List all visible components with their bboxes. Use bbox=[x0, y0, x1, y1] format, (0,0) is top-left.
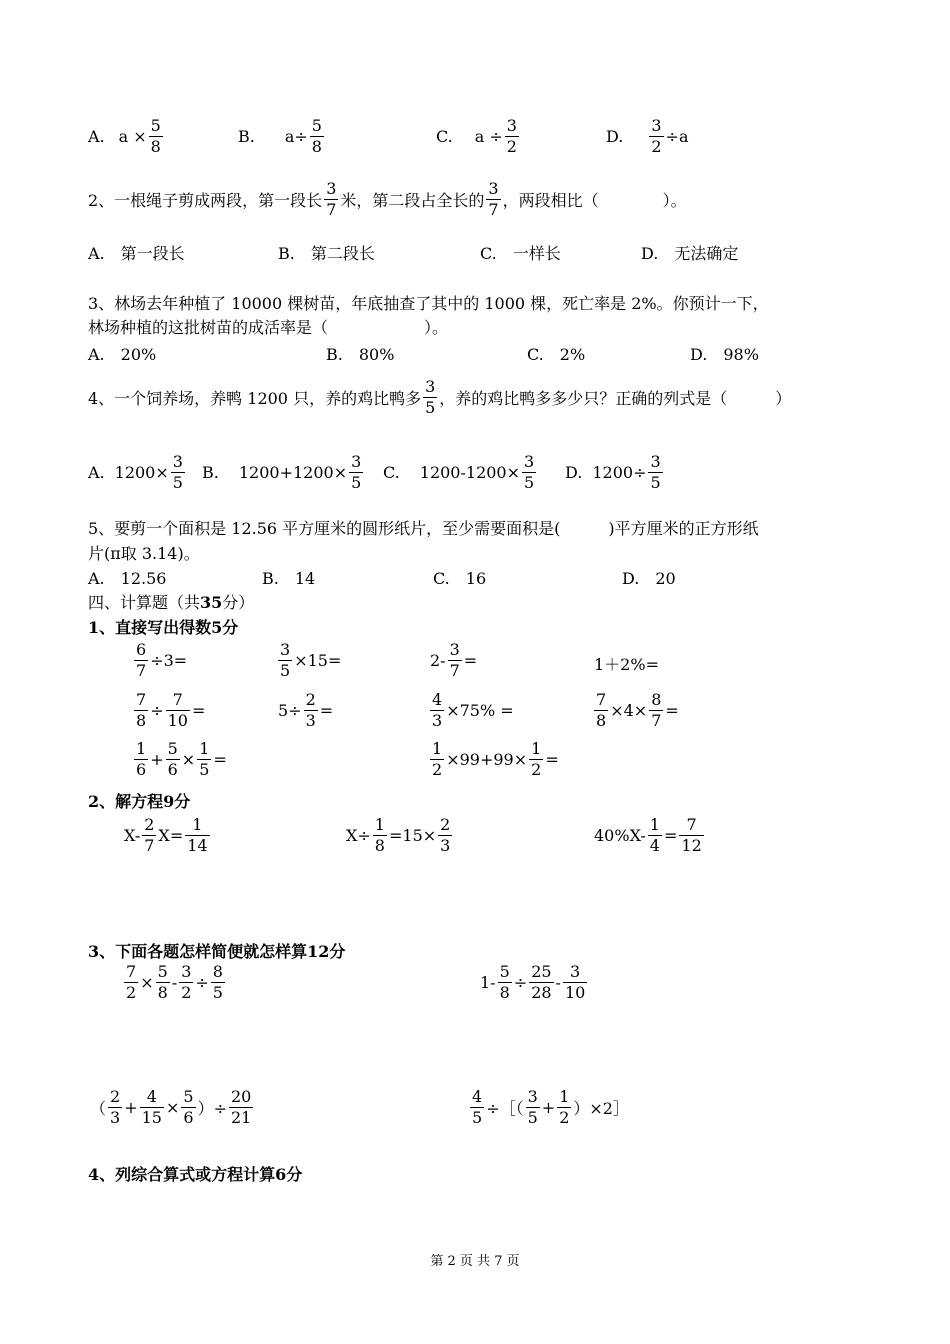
denominator: 7 bbox=[136, 661, 147, 680]
fraction bbox=[648, 817, 662, 854]
expr-text: ÷3= bbox=[150, 651, 188, 670]
expr-text: = bbox=[319, 701, 334, 720]
q3-line-1: 3、林场去年种植了 10000 棵树苗，年底抽查了其中的 1000 棵，死亡率是 2%。你预计一下， bbox=[88, 294, 769, 313]
expr-text: = bbox=[663, 826, 678, 845]
fraction bbox=[430, 741, 444, 778]
expr-text: 1＋2%= bbox=[594, 655, 659, 674]
q1-option-c bbox=[436, 118, 521, 155]
denominator: 2 bbox=[181, 983, 192, 1002]
expr-text: 1200× bbox=[114, 463, 169, 482]
expr-text: a × bbox=[118, 127, 147, 146]
denominator: 8 bbox=[136, 711, 147, 730]
expr-text: + bbox=[150, 750, 164, 769]
expression bbox=[475, 118, 521, 155]
expr-text: 5÷ bbox=[278, 701, 302, 720]
denominator: 8 bbox=[374, 836, 385, 855]
expr-text: ÷ bbox=[195, 973, 209, 992]
numerator: 3 bbox=[172, 452, 183, 471]
numerator: 3 bbox=[524, 452, 535, 471]
fraction bbox=[134, 741, 148, 778]
denominator: 5 bbox=[472, 1108, 483, 1127]
option-label: A. bbox=[88, 127, 105, 146]
expr-text: ，两段相比（ ）。 bbox=[502, 191, 687, 210]
denominator: 2 bbox=[126, 983, 137, 1002]
expr-text: 1- bbox=[480, 973, 496, 992]
fraction bbox=[529, 741, 543, 778]
numerator: 4 bbox=[432, 690, 443, 709]
denominator: 8 bbox=[311, 137, 322, 156]
fraction bbox=[470, 1089, 484, 1126]
denominator: 12 bbox=[681, 836, 702, 855]
fraction bbox=[166, 692, 190, 729]
fraction bbox=[679, 817, 703, 854]
q3-option-c: C. 2% bbox=[527, 345, 586, 364]
denominator: 8 bbox=[150, 137, 161, 156]
numerator: 8 bbox=[212, 962, 223, 981]
denominator: 5 bbox=[425, 398, 436, 417]
expr-text: 1200÷ bbox=[592, 463, 647, 482]
q5-option-a: A. 12.56 bbox=[88, 569, 167, 588]
fraction bbox=[310, 118, 324, 155]
denominator: 2 bbox=[531, 760, 542, 779]
fraction bbox=[197, 741, 211, 778]
expr-text: + bbox=[124, 1098, 138, 1117]
fraction bbox=[156, 964, 170, 1001]
simplify-item bbox=[480, 964, 589, 1001]
expr-text: ÷ bbox=[150, 701, 164, 720]
denominator: 5 bbox=[212, 983, 223, 1002]
fraction bbox=[134, 642, 148, 679]
expr-text: ）÷ bbox=[197, 1099, 227, 1118]
denominator: 5 bbox=[172, 473, 183, 492]
denominator: 28 bbox=[531, 983, 552, 1002]
expr-text: = bbox=[213, 750, 227, 769]
expr-text: （ bbox=[90, 1099, 107, 1118]
q5-option-c: C. 16 bbox=[433, 569, 487, 588]
fraction bbox=[648, 454, 662, 491]
direct-calc-item bbox=[276, 642, 341, 679]
expr-text: ÷ bbox=[513, 973, 528, 992]
equation-item bbox=[594, 817, 706, 854]
fraction bbox=[140, 1089, 164, 1126]
q2-option-c: C. 一样长 bbox=[480, 244, 561, 263]
denominator: 2 bbox=[506, 137, 517, 156]
expr-text: a÷ bbox=[284, 127, 308, 146]
expr-text: = bbox=[463, 651, 478, 670]
fraction bbox=[349, 454, 363, 491]
expr-text: ×15= bbox=[294, 651, 342, 670]
fraction bbox=[324, 181, 338, 218]
expression bbox=[647, 118, 688, 155]
expr-text: 1200+1200× bbox=[238, 463, 348, 482]
fraction bbox=[438, 817, 452, 854]
fraction bbox=[108, 1089, 122, 1126]
denominator: 5 bbox=[351, 473, 362, 492]
subsection-2-heading: 2、解方程9分 bbox=[88, 792, 191, 811]
option-label: D. bbox=[565, 463, 583, 482]
numerator: 3 bbox=[351, 452, 362, 471]
option-label: C. bbox=[383, 463, 400, 482]
fraction bbox=[522, 454, 536, 491]
denominator: 6 bbox=[167, 760, 178, 779]
denominator: 10 bbox=[564, 983, 586, 1002]
fraction bbox=[278, 642, 292, 679]
fraction bbox=[563, 964, 587, 1001]
q2-option-d: D. 无法确定 bbox=[641, 244, 739, 263]
fraction bbox=[149, 118, 163, 155]
expr-text: =15× bbox=[388, 826, 437, 845]
q2-option-b: B. 第二段长 bbox=[278, 244, 375, 263]
q5-line-1: 5、要剪一个面积是 12.56 平方厘米的圆形纸片，至少需要面积是( )平方厘米的正方形纸 bbox=[88, 519, 759, 538]
numerator: 1 bbox=[432, 739, 443, 758]
direct-calc-item bbox=[592, 692, 679, 729]
numerator: 3 bbox=[506, 116, 517, 135]
denominator: 3 bbox=[440, 836, 451, 855]
numerator: 3 bbox=[488, 179, 499, 198]
q2-option-a: A. 第一段长 bbox=[88, 244, 185, 263]
denominator: 6 bbox=[183, 1108, 194, 1127]
subsection-3-heading: 3、下面各题怎样简便就怎样算12分 bbox=[88, 942, 346, 961]
direct-calc-item bbox=[132, 692, 205, 729]
direct-calc-item bbox=[430, 642, 477, 679]
denominator: 5 bbox=[527, 1108, 538, 1127]
q3-option-b: B. 80% bbox=[326, 345, 395, 364]
numerator: 5 bbox=[157, 962, 168, 981]
option-label: D. bbox=[606, 127, 624, 146]
expression bbox=[592, 454, 664, 491]
numerator: 20 bbox=[230, 1087, 252, 1106]
fraction bbox=[423, 379, 437, 416]
fraction bbox=[124, 964, 138, 1001]
numerator: 2 bbox=[144, 815, 155, 834]
expr-text: - bbox=[555, 973, 561, 992]
numerator: 4 bbox=[472, 1087, 483, 1106]
denominator: 7 bbox=[144, 836, 155, 855]
denominator: 2 bbox=[432, 760, 443, 779]
numerator: 7 bbox=[596, 690, 607, 709]
expr-text: 2、一根绳子剪成两段，第一段长 bbox=[88, 191, 323, 210]
fraction bbox=[304, 692, 318, 729]
fraction bbox=[649, 118, 663, 155]
fraction bbox=[594, 692, 608, 729]
expr-text: 40%X- bbox=[594, 826, 646, 845]
numerator: 3 bbox=[449, 640, 460, 659]
numerator: 2 bbox=[110, 1087, 121, 1106]
fraction bbox=[166, 741, 180, 778]
fraction bbox=[179, 964, 193, 1001]
expr-text: ×4× bbox=[610, 701, 648, 720]
numerator: 25 bbox=[531, 962, 552, 981]
denominator: 8 bbox=[157, 983, 168, 1002]
numerator: 5 bbox=[499, 962, 510, 981]
denominator: 10 bbox=[167, 711, 188, 730]
numerator: 2 bbox=[305, 690, 316, 709]
numerator: 3 bbox=[280, 640, 291, 659]
expression bbox=[420, 454, 538, 491]
denominator: 4 bbox=[649, 836, 660, 855]
question-4 bbox=[88, 379, 791, 416]
expr-text: 2- bbox=[430, 651, 446, 670]
fraction bbox=[134, 692, 148, 729]
denominator: 5 bbox=[650, 473, 661, 492]
expr-text: = bbox=[545, 750, 559, 769]
denominator: 15 bbox=[141, 1108, 162, 1127]
fraction bbox=[142, 817, 156, 854]
numerator: 3 bbox=[326, 179, 337, 198]
numerator: 3 bbox=[527, 1087, 538, 1106]
expr-text: ，养的鸡比鸭多多少只？正确的列式是（ ） bbox=[439, 389, 792, 408]
equation-item bbox=[124, 817, 212, 854]
numerator: 1 bbox=[192, 815, 203, 834]
option-label: C. bbox=[436, 127, 453, 146]
fraction bbox=[181, 1089, 195, 1126]
denominator: 7 bbox=[326, 200, 337, 219]
fraction bbox=[486, 181, 500, 218]
expr-text: = bbox=[191, 701, 206, 720]
numerator: 1 bbox=[136, 739, 147, 758]
denominator: 3 bbox=[110, 1108, 121, 1127]
numerator: 5 bbox=[183, 1087, 194, 1106]
subsection-1-heading: 1、直接写出得数5分 bbox=[88, 618, 239, 637]
q1-option-a bbox=[88, 118, 165, 155]
q4-option-a bbox=[88, 454, 187, 491]
numerator: 3 bbox=[650, 452, 661, 471]
numerator: 4 bbox=[146, 1087, 157, 1106]
direct-calc-item bbox=[428, 692, 514, 729]
q1-option-d bbox=[606, 118, 688, 155]
option-label: B. bbox=[238, 127, 255, 146]
expression bbox=[115, 454, 187, 491]
denominator: 8 bbox=[499, 983, 510, 1002]
q4-option-d bbox=[565, 454, 665, 491]
expr-text: 4、一个饲养场，养鸭 1200 只，养的鸡比鸭多 bbox=[88, 389, 422, 408]
fraction bbox=[171, 454, 185, 491]
fraction bbox=[498, 964, 512, 1001]
expression bbox=[119, 118, 165, 155]
expr-text: + bbox=[541, 1098, 556, 1117]
numerator: 3 bbox=[651, 116, 662, 135]
expr-text: × bbox=[181, 750, 196, 769]
numerator: 1 bbox=[531, 739, 542, 758]
denominator: 3 bbox=[432, 711, 443, 730]
fraction bbox=[557, 1089, 571, 1126]
expr-text: - bbox=[171, 973, 178, 992]
numerator: 3 bbox=[570, 962, 581, 981]
denominator: 7 bbox=[449, 661, 460, 680]
expr-text: ÷［（ bbox=[486, 1099, 524, 1118]
simplify-item bbox=[90, 1089, 255, 1126]
q1-option-b bbox=[238, 118, 326, 155]
q5-line-2: 片(π取 3.14)。 bbox=[88, 544, 200, 563]
expr-text: X- bbox=[124, 826, 141, 845]
expr-text: ×99+99× bbox=[446, 750, 528, 769]
numerator: 5 bbox=[167, 739, 178, 758]
denominator: 5 bbox=[199, 760, 210, 779]
expr-text: ）×2］ bbox=[573, 1099, 629, 1118]
expr-text: ×75% = bbox=[446, 701, 514, 720]
q3-option-a: A. 20% bbox=[88, 345, 157, 364]
numerator: 7 bbox=[686, 815, 697, 834]
numerator: 1 bbox=[199, 739, 210, 758]
section-4-title: 四、计算题（共35分） bbox=[88, 593, 255, 612]
expr-text: × bbox=[165, 1098, 180, 1117]
question-2 bbox=[88, 181, 687, 218]
fraction bbox=[430, 692, 444, 729]
fraction bbox=[185, 817, 209, 854]
fraction bbox=[649, 692, 663, 729]
denominator: 7 bbox=[651, 711, 662, 730]
direct-calc-item bbox=[278, 692, 333, 729]
direct-calc-item bbox=[132, 741, 227, 778]
equation-item bbox=[346, 817, 454, 854]
page-footer: 第 2 页 共 7 页 bbox=[430, 1254, 520, 1269]
direct-calc-item bbox=[132, 642, 187, 679]
expr-text: 1200-1200× bbox=[419, 463, 521, 482]
fraction bbox=[373, 817, 387, 854]
denominator: 14 bbox=[187, 836, 208, 855]
expr-text: X= bbox=[158, 826, 184, 845]
fraction bbox=[211, 964, 225, 1001]
simplify-item bbox=[468, 1089, 629, 1126]
q4-option-c bbox=[383, 454, 538, 491]
q5-option-d: D. 20 bbox=[622, 569, 676, 588]
numerator: 5 bbox=[150, 116, 161, 135]
expression bbox=[239, 454, 365, 491]
denominator: 2 bbox=[559, 1108, 570, 1127]
expression bbox=[285, 118, 326, 155]
q4-option-b bbox=[202, 454, 365, 491]
simplify-item bbox=[122, 964, 227, 1001]
denominator: 3 bbox=[305, 711, 316, 730]
numerator: 3 bbox=[425, 377, 436, 396]
expr-text: = bbox=[665, 701, 679, 720]
q3-line-2: 林场种植的这批树苗的成活率是（ ）。 bbox=[88, 318, 449, 337]
direct-calc-item bbox=[594, 652, 659, 675]
numerator: 1 bbox=[649, 815, 660, 834]
numerator: 7 bbox=[136, 690, 147, 709]
numerator: 3 bbox=[181, 962, 192, 981]
fraction bbox=[529, 964, 553, 1001]
q3-option-d: D. 98% bbox=[690, 345, 759, 364]
numerator: 5 bbox=[311, 116, 322, 135]
expr-text: ÷a bbox=[665, 127, 689, 146]
numerator: 6 bbox=[136, 640, 147, 659]
numerator: 7 bbox=[126, 962, 137, 981]
numerator: 8 bbox=[651, 690, 662, 709]
denominator: 7 bbox=[488, 200, 499, 219]
numerator: 2 bbox=[440, 815, 451, 834]
fraction bbox=[229, 1089, 253, 1126]
numerator: 7 bbox=[172, 690, 183, 709]
denominator: 8 bbox=[596, 711, 607, 730]
expr-text: X÷ bbox=[346, 826, 371, 845]
denominator: 5 bbox=[280, 661, 291, 680]
option-label: A. bbox=[88, 463, 105, 482]
expr-text: 米，第二段占全长的 bbox=[340, 191, 485, 210]
expr-text: × bbox=[140, 973, 154, 992]
fraction bbox=[505, 118, 519, 155]
expr-text: a ÷ bbox=[474, 127, 503, 146]
denominator: 21 bbox=[230, 1108, 252, 1127]
numerator: 1 bbox=[559, 1087, 570, 1106]
numerator: 1 bbox=[374, 815, 385, 834]
option-label: B. bbox=[202, 463, 219, 482]
direct-calc-item bbox=[428, 741, 559, 778]
denominator: 2 bbox=[651, 137, 662, 156]
denominator: 6 bbox=[136, 760, 147, 779]
fraction bbox=[448, 642, 462, 679]
subsection-4-heading: 4、列综合算式或方程计算6分 bbox=[88, 1165, 303, 1184]
fraction bbox=[526, 1089, 540, 1126]
denominator: 5 bbox=[524, 473, 535, 492]
q5-option-b: B. 14 bbox=[262, 569, 316, 588]
